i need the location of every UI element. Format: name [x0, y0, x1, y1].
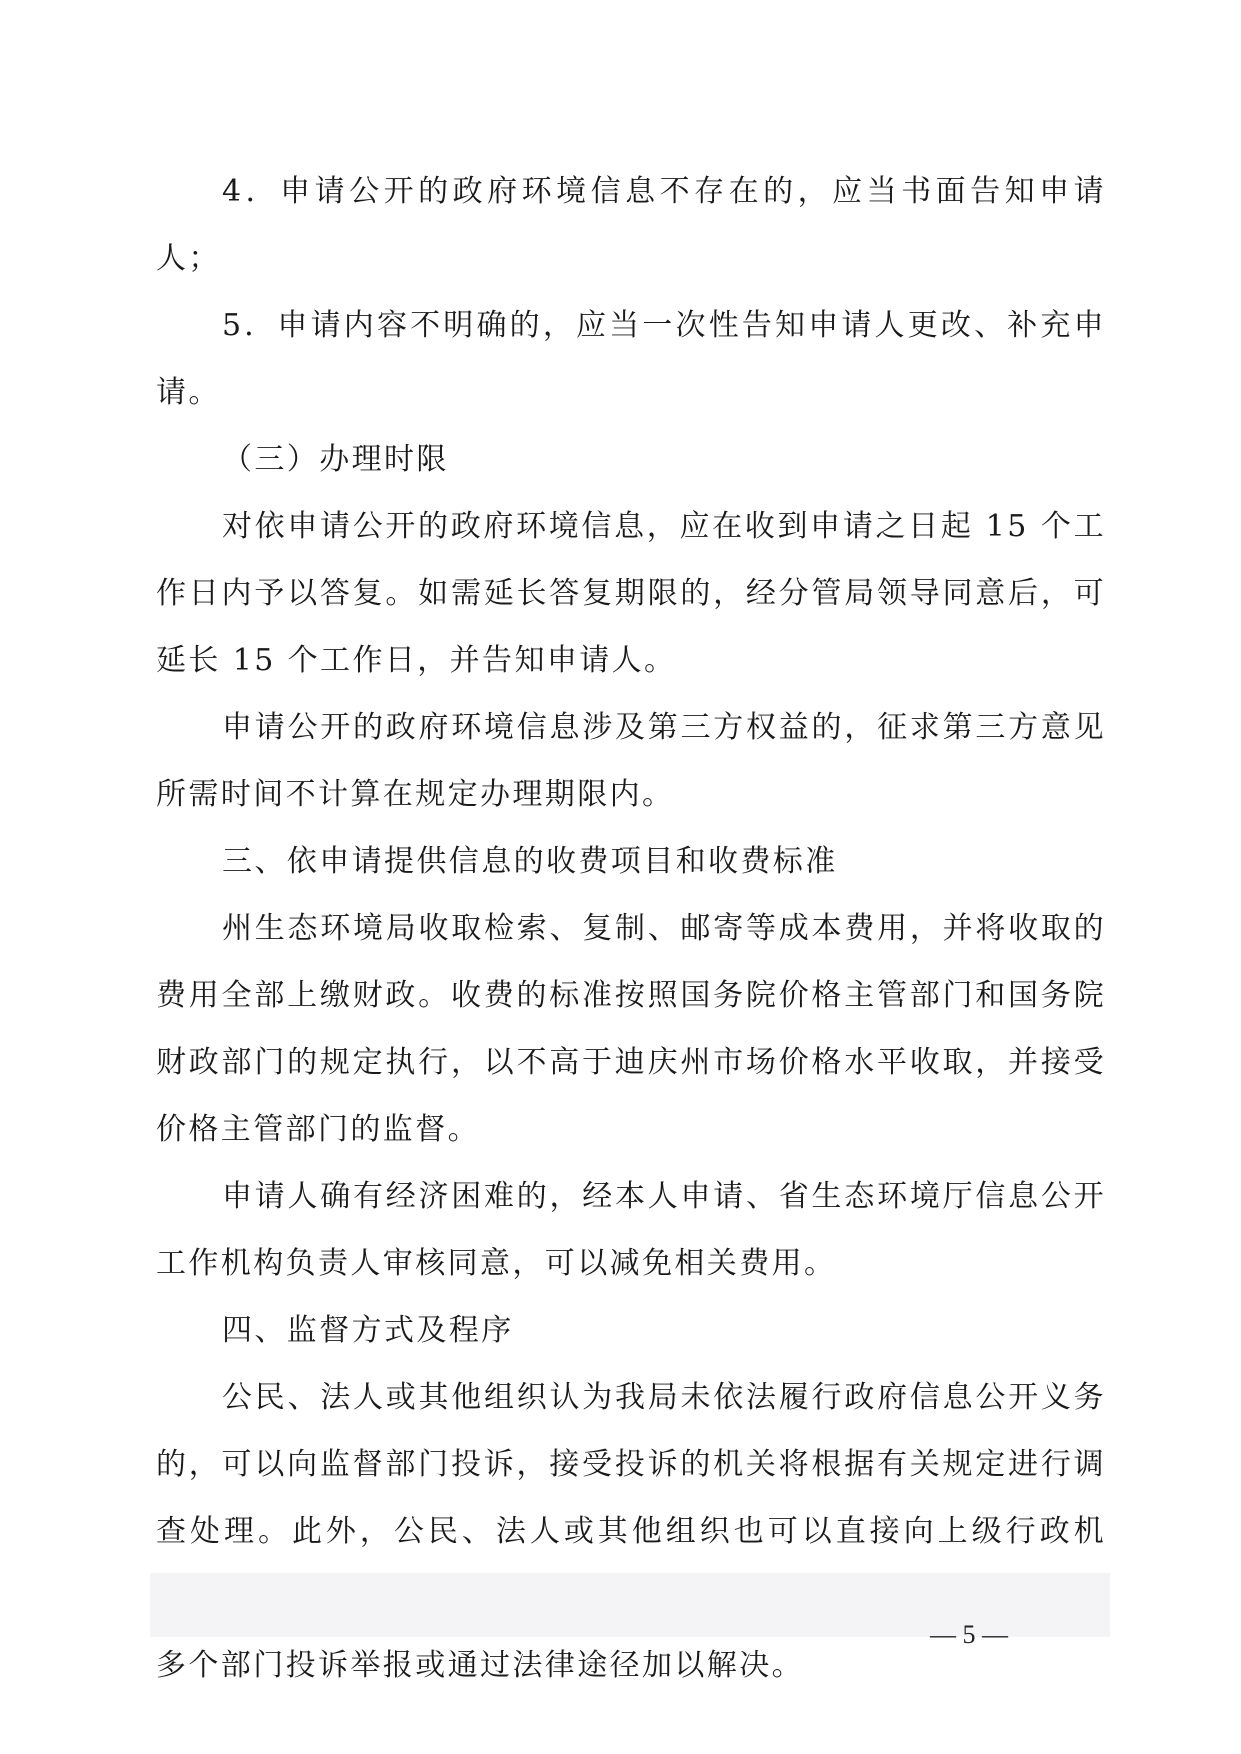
paragraph-supervision: 公民、法人或其他组织认为我局未依法履行政府信息公开义务的，可以向监督部门投诉，接受投诉的机关将根据有关规定进行调查处理。此外，公民、法人或其他组织也可以直接向上级行政机 多个部门投诉举报或通过法律途径加以解决。 — [156, 1380, 1106, 1683]
paragraph-fees: 州生态环境局收取检索、复制、邮寄等成本费用，并将收取的费用全部上缴财政。收费的标准按照国务院价格主管部门和国务院财政部门的规定执行，以不高于迪庆州市场价格水平收取，并接受价格主管部门的监督。 — [156, 911, 1106, 1147]
section-heading-supervision: 四、监督方式及程序 — [222, 1313, 514, 1348]
subsection-heading-deadline: （三）办理时限 — [222, 442, 449, 477]
document-body — [156, 158, 1106, 1699]
paragraph-deadline: 对依申请公开的政府环境信息，应在收到申请之日起 15 个工作日内予以答复。如需延长答复期限的，经分管局领导同意后，可延长 15 个工作日，并告知申请人。 — [156, 509, 1106, 678]
paragraph-third-party: 申请公开的政府环境信息涉及第三方权益的，征求第三方意见所需时间不计算在规定办理期限内。 — [156, 710, 1106, 812]
list-item-5: 5．申请内容不明确的，应当一次性告知申请人更改、补充申请。 — [156, 308, 1106, 410]
section-heading-fees: 三、依申请提供信息的收费项目和收费标准 — [222, 844, 838, 879]
page-number: — 5 — — [930, 1620, 1008, 1649]
list-item-4: 4．申请公开的政府环境信息不存在的，应当书面告知申请人； — [156, 174, 1106, 276]
paragraph-fee-waiver: 申请人确有经济困难的，经本人申请、省生态环境厅信息公开工作机构负责人审核同意，可以减免相关费用。 — [156, 1179, 1106, 1281]
